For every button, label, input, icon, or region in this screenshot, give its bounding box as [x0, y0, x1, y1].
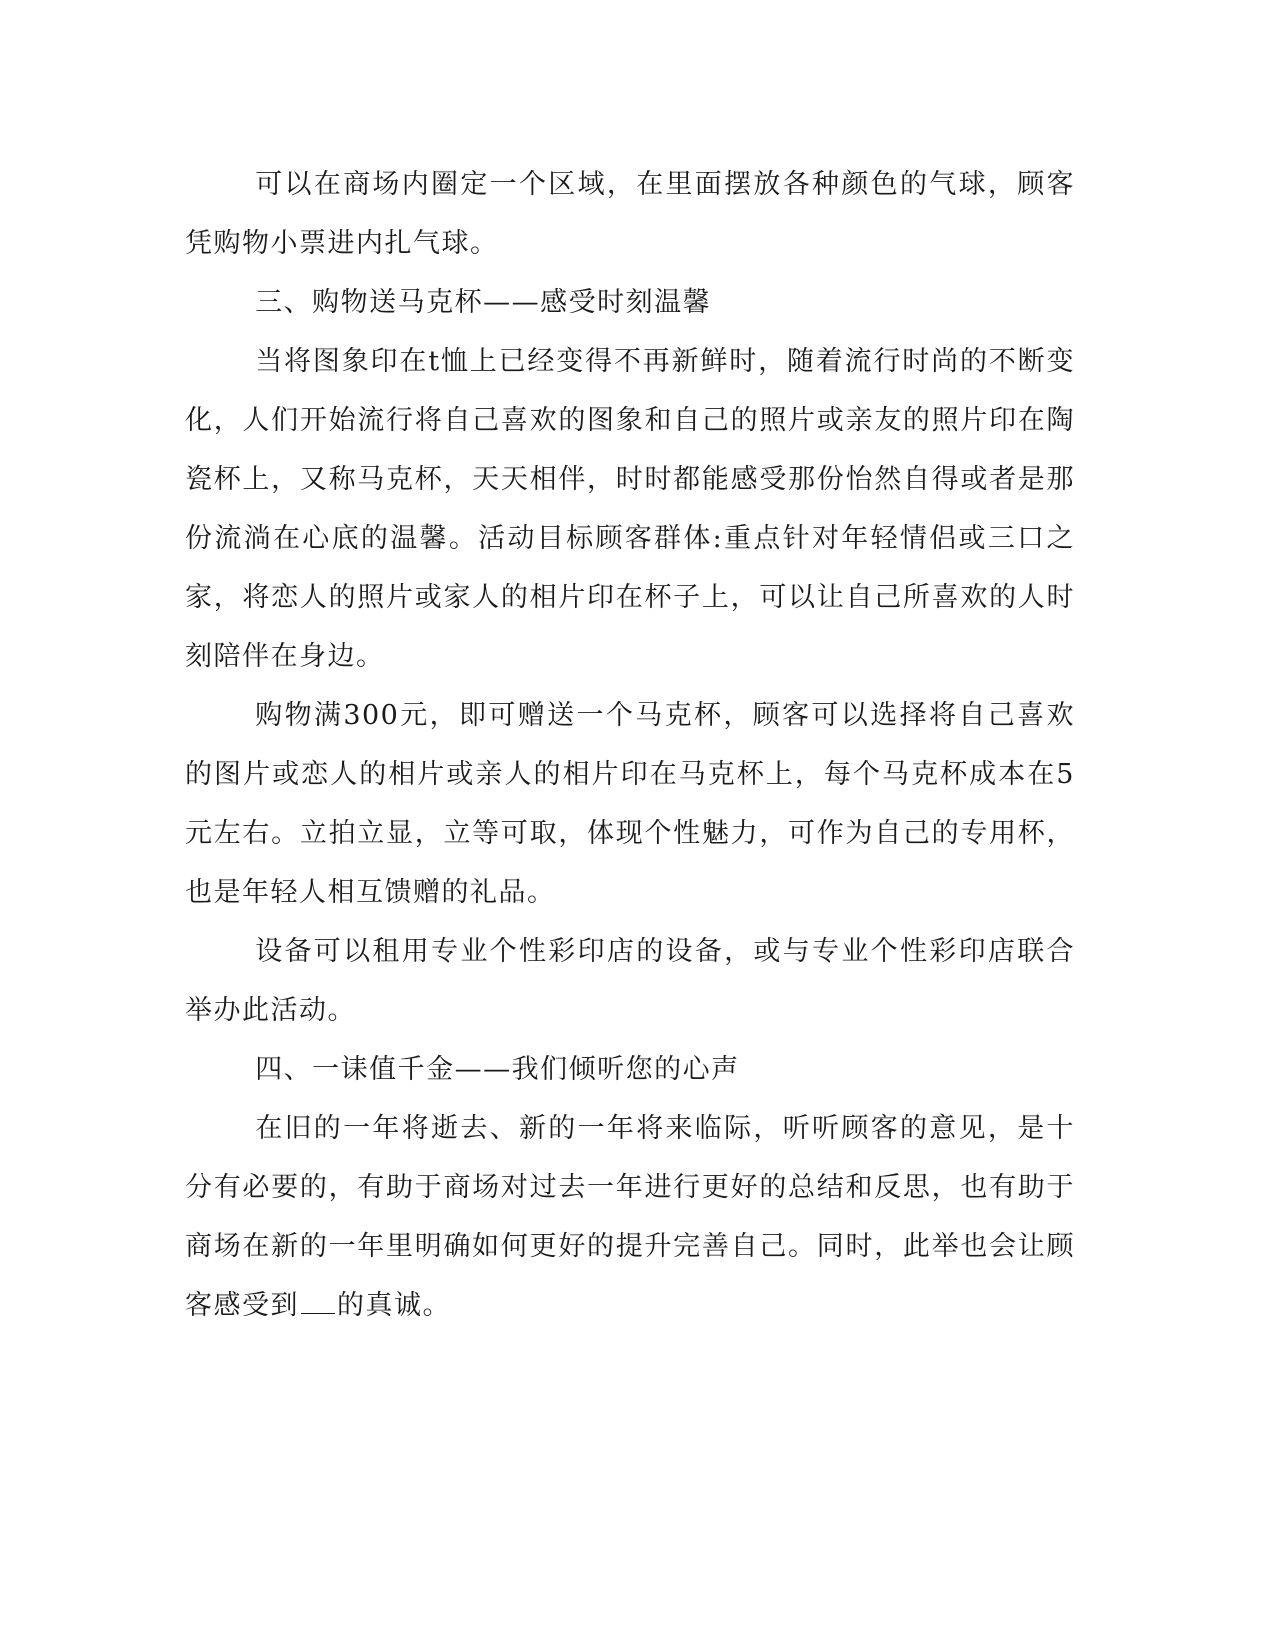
paragraph-equipment: 设备可以租用专业个性彩印店的设备，或与专业个性彩印店联合举办此活动。 [185, 936, 1075, 1026]
paragraph-feedback-after-blank: 的真诚。 [337, 1290, 451, 1321]
fill-in-blank [301, 1291, 335, 1314]
paragraph-feedback-before-blank: 让顾客感受到 [185, 1231, 1076, 1321]
paragraph-feedback [185, 1099, 1075, 1335]
paragraph-mug-intro: 当将图象印在t恤上已经变得不再新鲜时，随着流行时尚的不断变化，人们开始流行将自己喜欢的图象和自己的照片或亲友的照片印在陶瓷杯上，又称马克杯，天天相伴，时时都能感受那份怡然自得或者是那份流淌在心底的温馨。活动目标顾客群体:重点针对年轻情侣或三口之家，将恋人的照片或家人的相片印在杯子上，可以让自己所喜欢的人时刻陪伴在身边。 [185, 346, 1075, 672]
document-body [185, 155, 1075, 1335]
section-heading-mug: 三、购物送马克杯——感受时刻温馨 [255, 287, 712, 318]
paragraph-feedback-text: 在旧的一年将逝去、新的一年将来临际，听听顾客的意见，是十分有必要的，有助于商场对过去一年进行更好的总结和反思，也有助于商场在新的一年里明确如何更好的提升完善自己。同时，此举也会 [185, 1113, 1075, 1262]
section-heading-feedback: 四、一诔值千金——我们倾听您的心声 [255, 1054, 740, 1085]
paragraph-mug-offer: 购物满300元，即可赠送一个马克杯，顾客可以选择将自己喜欢的图片或恋人的相片或亲人的相片印在马克杯上，每个马克杯成本在5元左右。立拍立显，立等可取，体现个性魅力，可作为自己的专用杯，也是年轻人相互馈赠的礼品。 [185, 700, 1075, 908]
paragraph-balloon-zone: 可以在商场内圈定一个区域，在里面摆放各种颜色的气球，顾客凭购物小票进内扎气球。 [185, 169, 1075, 259]
